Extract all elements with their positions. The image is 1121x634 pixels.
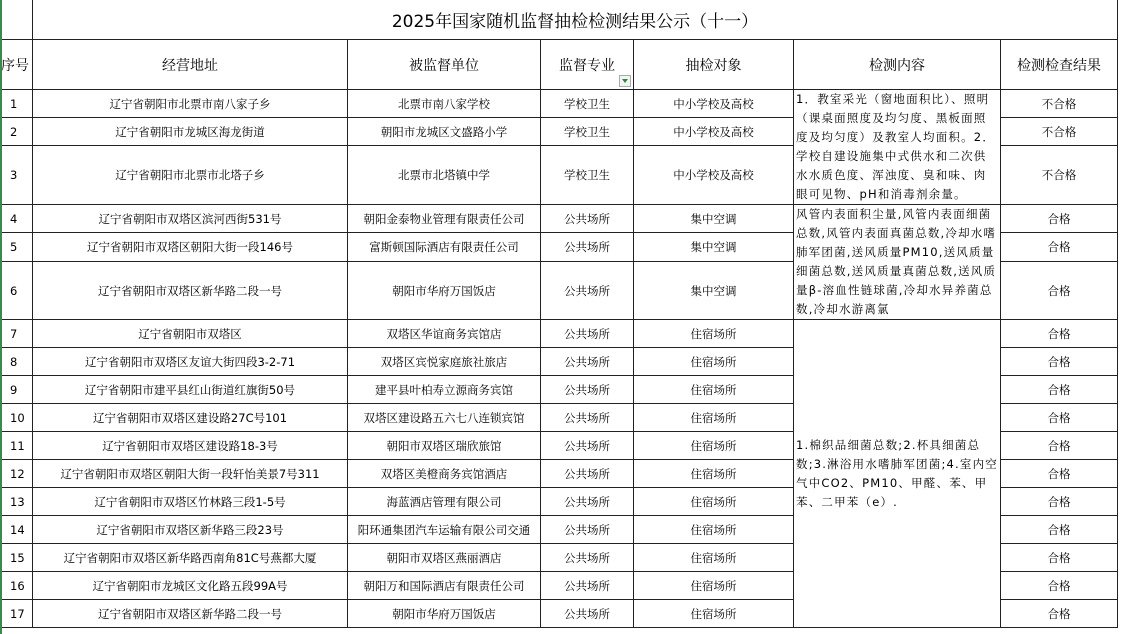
result-cell[interactable]: 合格 <box>1001 320 1118 348</box>
major-cell[interactable]: 学校卫生 <box>541 118 634 146</box>
object-cell[interactable]: 住宿场所 <box>634 572 794 600</box>
header-major-label: 监督专业 <box>559 57 615 74</box>
row-number[interactable]: 13 <box>1 488 33 516</box>
major-cell[interactable]: 公共场所 <box>541 376 634 404</box>
object-cell[interactable]: 住宿场所 <box>634 516 794 544</box>
major-cell[interactable]: 公共场所 <box>541 600 634 628</box>
row-number[interactable]: 6 <box>1 262 33 320</box>
address-cell[interactable]: 辽宁省朝阳市双塔区朝阳大街一段轩怡美景7号311 <box>33 460 348 488</box>
result-cell[interactable]: 合格 <box>1001 233 1118 262</box>
sheet-left-edge <box>0 0 2 634</box>
address-cell[interactable]: 辽宁省朝阳市双塔区 <box>33 320 348 348</box>
result-cell[interactable]: 合格 <box>1001 600 1118 628</box>
object-cell[interactable]: 住宿场所 <box>634 348 794 376</box>
row-number[interactable]: 8 <box>1 348 33 376</box>
unit-cell[interactable]: 朝阳市龙城区文盛路小学 <box>348 118 541 146</box>
test-content-cell[interactable]: 1.棉织品细菌总数;2.杯具细菌总数;3.淋浴用水嗜肺军团菌;4.室内空气中CO2、PM10、甲醛、苯、甲苯、二甲苯（e）. <box>794 320 1001 628</box>
major-cell[interactable]: 公共场所 <box>541 320 634 348</box>
row-number[interactable]: 11 <box>1 432 33 460</box>
result-cell[interactable]: 合格 <box>1001 488 1118 516</box>
major-cell[interactable]: 公共场所 <box>541 460 634 488</box>
address-cell[interactable]: 辽宁省朝阳市双塔区竹林路三段1-5号 <box>33 488 348 516</box>
address-cell[interactable]: 辽宁省朝阳市北票市南八家子乡 <box>33 90 348 118</box>
result-cell[interactable]: 合格 <box>1001 544 1118 572</box>
unit-cell[interactable]: 建平县叶柏寿立源商务宾馆 <box>348 376 541 404</box>
major-cell[interactable]: 公共场所 <box>541 404 634 432</box>
major-cell[interactable]: 公共场所 <box>541 572 634 600</box>
unit-cell[interactable]: 海蓝酒店管理有限公司 <box>348 488 541 516</box>
object-cell[interactable]: 住宿场所 <box>634 376 794 404</box>
row-number[interactable]: 16 <box>1 572 33 600</box>
table-row <box>1 205 1118 233</box>
row-number[interactable]: 15 <box>1 544 33 572</box>
unit-cell[interactable]: 富斯顿国际酒店有限责任公司 <box>348 233 541 262</box>
sheet-title[interactable]: 2025年国家随机监督抽检检测结果公示（十一） <box>33 0 1118 40</box>
result-cell[interactable]: 合格 <box>1001 262 1118 320</box>
object-cell[interactable]: 中小学校及高校 <box>634 90 794 118</box>
result-cell[interactable]: 合格 <box>1001 404 1118 432</box>
address-cell[interactable]: 辽宁省朝阳市龙城区文化路五段99A号 <box>33 572 348 600</box>
unit-cell[interactable]: 北票市南八家学校 <box>348 90 541 118</box>
row-number[interactable]: 2 <box>1 118 33 146</box>
address-cell[interactable]: 辽宁省朝阳市双塔区建设路27C号101 <box>33 404 348 432</box>
table-row <box>1 320 1118 348</box>
major-cell[interactable]: 公共场所 <box>541 262 634 320</box>
object-cell[interactable]: 集中空调 <box>634 262 794 320</box>
row-number[interactable]: 17 <box>1 600 33 628</box>
unit-cell[interactable]: 双塔区宾悦家庭旅社旅店 <box>348 348 541 376</box>
address-cell[interactable]: 辽宁省朝阳市双塔区滨河西街531号 <box>33 205 348 233</box>
object-cell[interactable]: 住宿场所 <box>634 320 794 348</box>
header-unit[interactable]: 被监督单位 <box>348 40 541 90</box>
unit-cell[interactable]: 阳环通集团汽车运输有限公司交通 <box>348 516 541 544</box>
header-address[interactable]: 经营地址 <box>33 40 348 90</box>
header-content[interactable]: 检测内容 <box>794 40 1001 90</box>
address-cell[interactable]: 辽宁省朝阳市双塔区建设路18-3号 <box>33 432 348 460</box>
unit-cell[interactable]: 朝阳金泰物业管理有限责任公司 <box>348 205 541 233</box>
major-cell[interactable]: 公共场所 <box>541 205 634 233</box>
result-cell[interactable]: 不合格 <box>1001 146 1118 205</box>
address-cell[interactable]: 辽宁省朝阳市双塔区朝阳大街一段146号 <box>33 233 348 262</box>
table-row <box>1 90 1118 118</box>
address-cell[interactable]: 辽宁省朝阳市双塔区新华路二段一号 <box>33 262 348 320</box>
result-cell[interactable]: 不合格 <box>1001 118 1118 146</box>
address-cell[interactable]: 辽宁省朝阳市北票市北塔子乡 <box>33 146 348 205</box>
address-cell[interactable]: 辽宁省朝阳市龙城区海龙街道 <box>33 118 348 146</box>
row-number[interactable]: 12 <box>1 460 33 488</box>
result-cell[interactable]: 合格 <box>1001 460 1118 488</box>
filter-dropdown-icon[interactable] <box>619 75 631 87</box>
object-cell[interactable]: 住宿场所 <box>634 432 794 460</box>
object-cell[interactable]: 中小学校及高校 <box>634 118 794 146</box>
header-seq[interactable]: 序号 <box>1 40 33 90</box>
row-number[interactable]: 7 <box>1 320 33 348</box>
row-number[interactable]: 14 <box>1 516 33 544</box>
unit-cell[interactable]: 北票市北塔镇中学 <box>348 146 541 205</box>
test-content-cell[interactable]: 风管内表面积尘量,风管内表面细菌总数,风管内表面真菌总数,冷却水嗜肺军团菌,送风质量PM10,送风质量细菌总数,送风质量真菌总数,送风质量β-溶血性链球菌,冷却水异养菌总数,冷却水游离氯 <box>794 205 1001 320</box>
unit-cell[interactable]: 双塔区美橙商务宾馆酒店 <box>348 460 541 488</box>
address-cell[interactable]: 辽宁省朝阳市双塔区新华路西南角81C号燕都大厦 <box>33 544 348 572</box>
unit-cell[interactable]: 朝阳市双塔区瑞欣旅馆 <box>348 432 541 460</box>
major-cell[interactable]: 学校卫生 <box>541 90 634 118</box>
major-cell[interactable]: 公共场所 <box>541 432 634 460</box>
row-number[interactable]: 5 <box>1 233 33 262</box>
object-cell[interactable]: 住宿场所 <box>634 404 794 432</box>
major-cell[interactable]: 公共场所 <box>541 516 634 544</box>
object-cell[interactable]: 住宿场所 <box>634 544 794 572</box>
row-number[interactable]: 10 <box>1 404 33 432</box>
result-cell[interactable]: 合格 <box>1001 432 1118 460</box>
major-cell[interactable]: 公共场所 <box>541 348 634 376</box>
test-content-cell[interactable]: 1．教室采光（窗地面积比）、照明（课桌面照度及均匀度、黑板面照度及均匀度）及教室人均面积。2．学校自建设施集中式供水和二次供水水质色度、浑浊度、臭和味、肉眼可见物、pH和消毒剂余量。 <box>794 90 1001 205</box>
header-object[interactable]: 抽检对象 <box>634 40 794 90</box>
object-cell[interactable]: 住宿场所 <box>634 460 794 488</box>
row-number[interactable]: 3 <box>1 146 33 205</box>
address-cell[interactable]: 辽宁省朝阳市建平县红山街道红旗街50号 <box>33 376 348 404</box>
object-cell[interactable]: 住宿场所 <box>634 488 794 516</box>
address-cell[interactable]: 辽宁省朝阳市双塔区新华路二段一号 <box>33 600 348 628</box>
unit-cell[interactable]: 朝阳万和国际酒店有限责任公司 <box>348 572 541 600</box>
unit-cell[interactable]: 双塔区华谊商务宾馆店 <box>348 320 541 348</box>
major-cell[interactable]: 公共场所 <box>541 233 634 262</box>
address-cell[interactable]: 辽宁省朝阳市双塔区新华路三段23号 <box>33 516 348 544</box>
unit-cell[interactable]: 朝阳市华府万国饭店 <box>348 600 541 628</box>
unit-cell[interactable]: 朝阳市华府万国饭店 <box>348 262 541 320</box>
corner-cell[interactable] <box>1 0 33 40</box>
header-result[interactable]: 检测检查结果 <box>1001 40 1118 90</box>
row-number[interactable]: 1 <box>1 90 33 118</box>
object-cell[interactable]: 集中空调 <box>634 233 794 262</box>
major-cell[interactable]: 公共场所 <box>541 488 634 516</box>
result-cell[interactable]: 不合格 <box>1001 90 1118 118</box>
result-cell[interactable]: 合格 <box>1001 516 1118 544</box>
result-cell[interactable]: 合格 <box>1001 572 1118 600</box>
address-cell[interactable]: 辽宁省朝阳市双塔区友谊大街四段3-2-71 <box>33 348 348 376</box>
result-cell[interactable]: 合格 <box>1001 348 1118 376</box>
row-number[interactable]: 4 <box>1 205 33 233</box>
unit-cell[interactable]: 朝阳市双塔区燕丽酒店 <box>348 544 541 572</box>
object-cell[interactable]: 集中空调 <box>634 205 794 233</box>
row-number[interactable]: 9 <box>1 376 33 404</box>
object-cell[interactable]: 住宿场所 <box>634 600 794 628</box>
unit-cell[interactable]: 双塔区建设路五六七八连锁宾馆 <box>348 404 541 432</box>
major-cell[interactable]: 学校卫生 <box>541 146 634 205</box>
object-cell[interactable]: 中小学校及高校 <box>634 146 794 205</box>
result-cell[interactable]: 合格 <box>1001 205 1118 233</box>
header-major[interactable] <box>541 40 634 90</box>
major-cell[interactable]: 公共场所 <box>541 544 634 572</box>
result-cell[interactable]: 合格 <box>1001 376 1118 404</box>
